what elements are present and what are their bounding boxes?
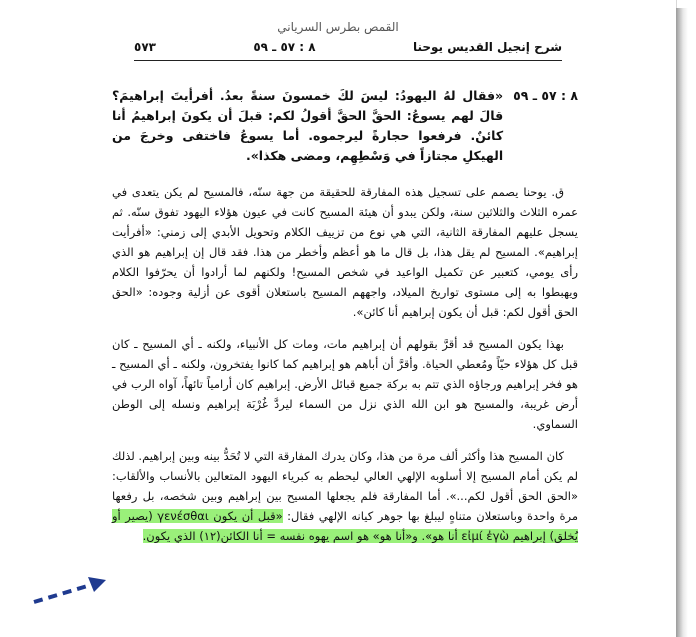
verse-text: «فقال لهُ اليهودُ: ليسَ لكَ خمسونَ سنةً بعدُ. أفرأيتَ إبراهيمَ؟ قالَ لهم يسوعُ: الحقَّ الحقَّ أقولُ لكم: قبلَ أن يكونَ إبراهيمُ أنا كائنٌ. فرفعوا حجارةً ليرجموه. أما يسوعُ فاختفى وخرجَ من الهيكلِ مجتازاً في وَسْطِهِم، ومضى هكذا». <box>112 88 504 163</box>
commentary-paragraph-1: ق. يوحنا يصمم على تسجيل هذه المفارقة للحقيقة من جهة سنّه، فالمسيح لم يكن يتعدى في عمره الثلاث والثلاثين سنة، ولكن يبدو أن هيئة المسيح كانت في عيون هؤلاء اليهود تفوق سنّه. ثم يسجل عليهم المفارقة الثانية، التي هي نوع من تزييف الكلام وتحويل الأبدي إلى زمني: «أفرأيت إبراهيم». المسيح لم يقل هذا، بل قال ما هو أعظم وأخطر من هذا. فقد قال إن إبراهيم هو الذي رأى يومي، كتعبير عن تكميل الواعيد في شخص المسيح! ولكنهم لما أرادوا أن يحرّفوا الكلام ويهبطوا به إلى مستوى تواريخ الميلاد، واجههم المسيح باستعلان أقوى عن أزلية وجوده: «الحق الحق أقول لكم: قبل أن يكون إبراهيم أنا كائن». <box>112 185 578 319</box>
highlighted-passage: «قبل أن يكون γενέσθαι (يصير أو يُخلق) إبراهيم εἰμί ἐγὼ أنا هو». و«أنا هو» هو اسم يهوه نفسه = أنا الكائن(١٢) الذي يكون. <box>112 509 578 543</box>
verse-block <box>112 86 578 166</box>
site-title: القمص بطرس السرياني <box>277 20 399 34</box>
header-rule <box>134 60 562 61</box>
page-number: ٥٧٣ <box>134 40 156 54</box>
paragraph-plain-text: كان المسيح هذا وأكثر ألف مرة من هذا، وكان يدرك المفارقة التي لا تُحَدُّ بينه وبين إبراهيم. لذلك لم يكن أمام المسيح إلا أسلوبه الإلهي العالي ليحطم به كبرياء اليهود المتعالين بالأنساب والألقاب: «الحق الحق أقول لكم...». أما المفارقة فلم يجعلها المسيح بين إبراهيم وبين شخصه، بل رفعها مرة واحدة وباستعلان متناهٍ ليبلغ بها جوهر كيانه الإلهي فقال: <box>112 449 578 523</box>
commentary-paragraph-3 <box>112 446 578 546</box>
commentary-paragraph-2: بهذا يكون المسيح قد أقرَّ بقولهم أن إبراهيم مات، ومات كل الأنبياء، ولكنه ـ أي المسيح ـ كان قبل كل هؤلاء حيّاً ومُعطي الحياة. وأقرَّ أن أباهم هو إبراهيم كما كانوا يفتخرون، ولكنه ـ أي المسيح ـ هو فخر إبراهيم ورجاؤه الذي تتم به بركة جميع قبائل الأرض. إبراهيم كان أرامياً تائهاً، آواه الرب في أرض غريبة، والمسيح هو ابن الله الذي نزل من السماء ليردَّ غُرْبَة إبراهيم ونسله إلى الوطن السماوي. <box>112 337 578 431</box>
chapter-reference: ٨ : ٥٧ ـ ٥٩ <box>253 40 316 54</box>
page-content <box>112 86 578 546</box>
page-shadow <box>676 8 688 637</box>
running-header <box>134 38 562 56</box>
verse-reference: ٨ : ٥٧ ـ ٥٩ <box>513 88 578 103</box>
book-title: شرح إنجيل القديس يوحنا <box>412 40 562 54</box>
dashed-arrow-icon <box>30 574 110 608</box>
